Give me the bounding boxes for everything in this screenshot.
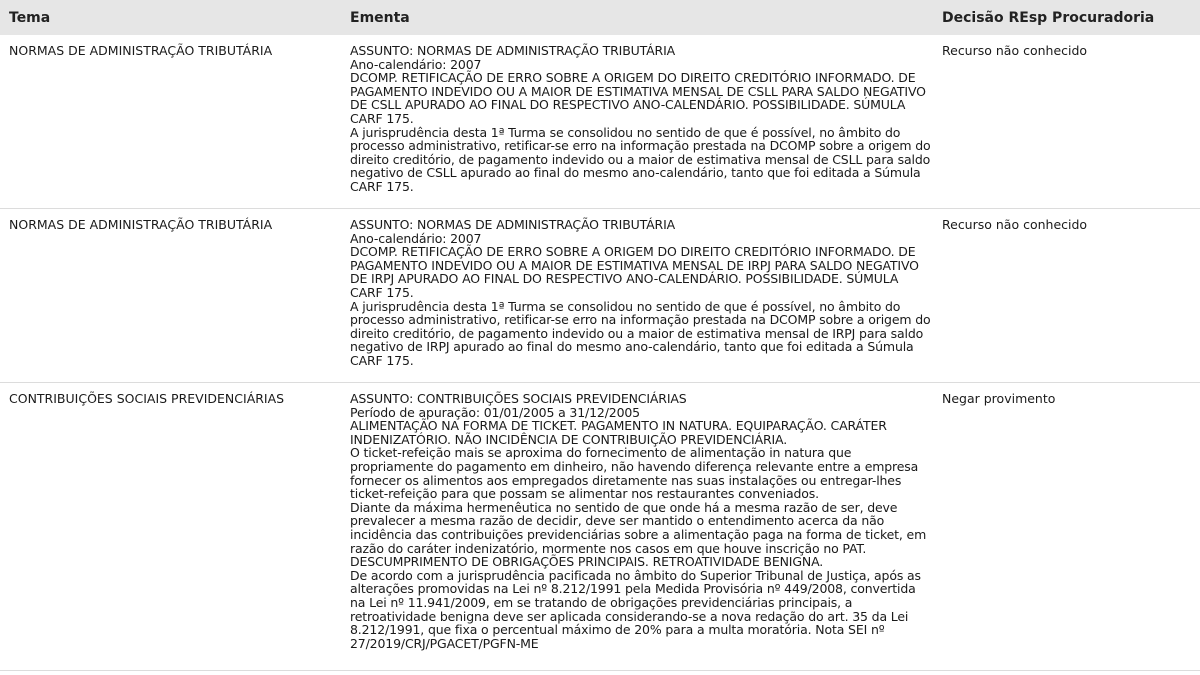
ementa-paragraph: ASSUNTO: NORMAS DE ADMINISTRAÇÃO TRIBUTÁRIA [350, 217, 676, 232]
cell-ementa [341, 44, 933, 198]
ementa-paragraph: A jurisprudência desta 1ª Turma se consolidou no sentido de que é possível, no âmbito do processo administrativo, retificar-se erro na informação prestada na DCOMP sobre a origem do direito creditório, de pagamento indevido ou a maior de estimativa mensal de CSLL para saldo negativo de CSLL apurado ao final do mesmo ano-calendário, tanto que foi editada a Súmula CARF 175. [350, 124, 931, 194]
cell-ementa [341, 392, 933, 660]
table-header [0, 0, 1200, 35]
header-decisao[interactable]: Decisão REsp Procuradoria [942, 9, 1155, 26]
table-row [0, 35, 1200, 209]
ementa-paragraph: ASSUNTO: CONTRIBUIÇÕES SOCIAIS PREVIDENCIÁRIAS [350, 391, 687, 406]
cell-ementa [341, 218, 933, 372]
cell-tema: CONTRIBUIÇÕES SOCIAIS PREVIDENCIÁRIAS [9, 391, 285, 406]
ementa-paragraph: DCOMP. RETIFICAÇÃO DE ERRO SOBRE A ORIGEM DO DIREITO CREDITÓRIO INFORMADO. DE PAGAMENTO INDEVIDO OU A MAIOR DE ESTIMATIVA MENSAL DE CSLL PARA SALDO NEGATIVO DE CSLL APURADO AO FINAL DO RESPECTIVO ANO-CALENDÁRIO. POSSIBILIDADE. SÚMULA CARF 175. [350, 70, 926, 126]
header-tema[interactable]: Tema [9, 9, 51, 26]
ementa-paragraph: Ano-calendário: 2007 [350, 230, 482, 246]
table-row [0, 383, 1200, 671]
cell-tema: NORMAS DE ADMINISTRAÇÃO TRIBUTÁRIA [9, 43, 273, 58]
header-ementa[interactable]: Ementa [350, 9, 410, 26]
ementa-paragraph: De acordo com a jurisprudência pacificada no âmbito do Superior Tribunal de Justiça, após as alterações promovidas na Lei nº 8.212/1991 pela Medida Provisória nº 449/2008, convertida na Lei nº 11.941/2009, em se tratando de obrigações previdenciárias principais, a retroatividade benigna deve ser aplicada considerando-se a nova redação do art. 35 da Lei 8.212/1991, que fixa o percentual máximo de 20% para a multa moratória. Nota SEI nº 27/2019/CRJ/PGACET/PGFN-ME [350, 567, 921, 651]
cell-decisao: Recurso não conhecido [942, 217, 1088, 232]
table-row [0, 209, 1200, 383]
ementa-paragraph: DCOMP. RETIFICAÇÃO DE ERRO SOBRE A ORIGEM DO DIREITO CREDITÓRIO INFORMADO. DE PAGAMENTO INDEVIDO OU A MAIOR DE ESTIMATIVA MENSAL DE IRPJ PARA SALDO NEGATIVO DE IRPJ APURADO AO FINAL DO RESPECTIVO ANO-CALENDÁRIO. POSSIBILIDADE. SÚMULA CARF 175. [350, 244, 919, 300]
ementa-paragraph: Diante da máxima hermenêutica no sentido de que onde há a mesma razão de ser, deve prevalecer a mesma razão de decidir, deve ser mantido o entendimento acerca da não incidência das contribuições previdenciárias sobre a alimentação paga na forma de ticket, em razão do caráter indenizatório, mormente nos casos em que houve inscrição no PAT. [350, 499, 927, 556]
ementa-paragraph: A jurisprudência desta 1ª Turma se consolidou no sentido de que é possível, no âmbito do processo administrativo, retificar-se erro na informação prestada na DCOMP sobre a origem do direito creditório, de pagamento indevido ou a maior de estimativa mensal de IRPJ para saldo negativo de IRPJ apurado ao final do mesmo ano-calendário, tanto que foi editada a Súmula CARF 175. [350, 298, 931, 368]
cell-tema: NORMAS DE ADMINISTRAÇÃO TRIBUTÁRIA [9, 217, 273, 232]
ementa-paragraph: O ticket-refeição mais se aproxima do fornecimento de alimentação in natura que propriamente do pagamento em dinheiro, não havendo diferença relevante entre a empresa fornecer os alimentos aos empregados diretamente nas suas instalações ou entregar-lhes ticket-refeição para que possam se alimentar nos restaurantes conveniados. [350, 445, 919, 502]
ementa-paragraph: ASSUNTO: NORMAS DE ADMINISTRAÇÃO TRIBUTÁRIA [350, 43, 676, 58]
cell-decisao: Negar provimento [942, 391, 1056, 406]
ementa-paragraph: DESCUMPRIMENTO DE OBRIGAÇÕES PRINCIPAIS. RETROATIVIDADE BENIGNA. [350, 554, 824, 570]
ementa-paragraph: Ano-calendário: 2007 [350, 56, 482, 72]
cell-decisao: Recurso não conhecido [942, 43, 1088, 58]
ementa-paragraph: ALIMENTAÇÃO NA FORMA DE TICKET. PAGAMENTO IN NATURA. EQUIPARAÇÃO. CARÁTER INDENIZATÓRIO. NÃO INCIDÊNCIA DE CONTRIBUIÇÃO PREVIDENCIÁRIA. [350, 418, 887, 447]
ementa-paragraph: Período de apuração: 01/01/2005 a 31/12/2005 [350, 404, 640, 420]
